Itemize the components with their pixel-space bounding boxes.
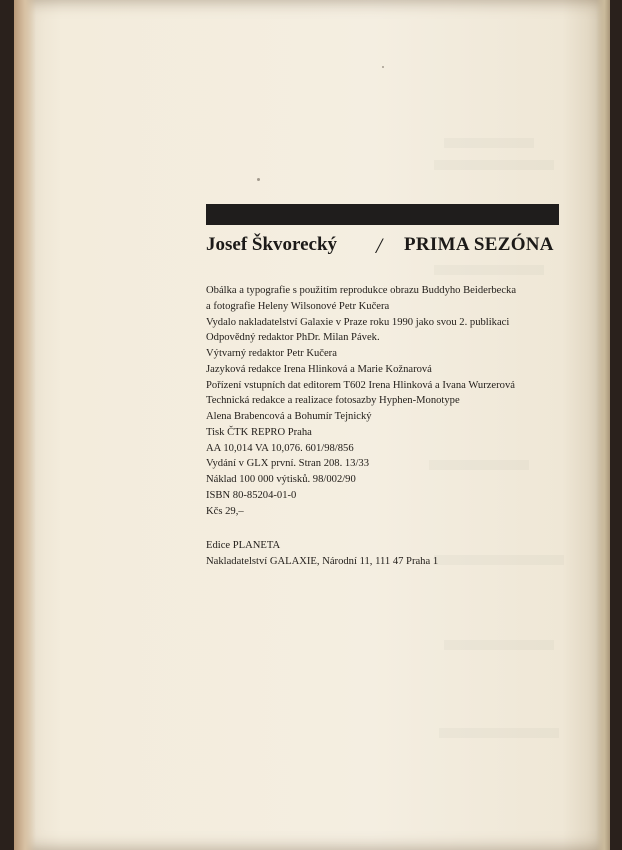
colophon-line: Kčs 29,– [206,505,244,517]
colophon-line: Odpovědný redaktor PhDr. Milan Pávek. [206,332,380,344]
edition-info [206,538,566,570]
colophon-line: Alena Brabencová a Bohumír Tejnický [206,411,372,422]
publisher-address: Nakladatelství GALAXIE, Národní 11, 111 47 Praha 1 [206,556,439,567]
title-line [206,234,566,264]
colophon [206,283,566,519]
colophon-line: Tisk ČTK REPRO Praha [206,426,312,438]
title-rule-bar [206,204,559,225]
colophon-line: AA 10,014 VA 10,076. 601/98/856 [206,442,354,454]
colophon-line: Náklad 100 000 výtisků. 98/002/90 [206,474,356,485]
paper-speck [257,178,260,181]
colophon-line: Pořízení vstupních dat editorem T602 Irena Hlinková a Ivana Wurzerová [206,379,515,391]
page-gutter-shadow [14,0,36,850]
paper-speck [382,66,384,68]
show-through-mark [444,138,534,148]
colophon-line: ISBN 80-85204-01-0 [206,489,297,501]
colophon-line: Jazyková redakce Irena Hlinková a Marie Kožnarová [206,363,432,375]
colophon-line: Technická redakce a realizace fotosazby Hyphen-Monotype [206,395,460,407]
colophon-line: a fotografie Heleny Wilsonové Petr Kučera [206,300,390,312]
show-through-mark [444,640,554,650]
book-title: PRIMA SEZÓNA [404,234,554,255]
colophon-line: Vydalo nakladatelství Galaxie v Praze roku 1990 jako svou 2. publikaci [206,316,510,328]
show-through-mark [434,265,544,275]
title-separator: / [376,233,383,258]
page-edge-shadow [596,0,610,850]
author-name: Josef Škvorecký [206,234,338,255]
colophon-line: Výtvarný redaktor Petr Kučera [206,348,337,359]
colophon-line: Obálka a typografie s použitím reprodukce obrazu Buddyho Beiderbecka [206,285,517,296]
colophon-line: Vydání v GLX první. Stran 208. 13/33 [206,458,370,470]
edition-series: Edice PLANETA [206,540,281,551]
show-through-mark [439,728,559,738]
show-through-mark [434,160,554,170]
